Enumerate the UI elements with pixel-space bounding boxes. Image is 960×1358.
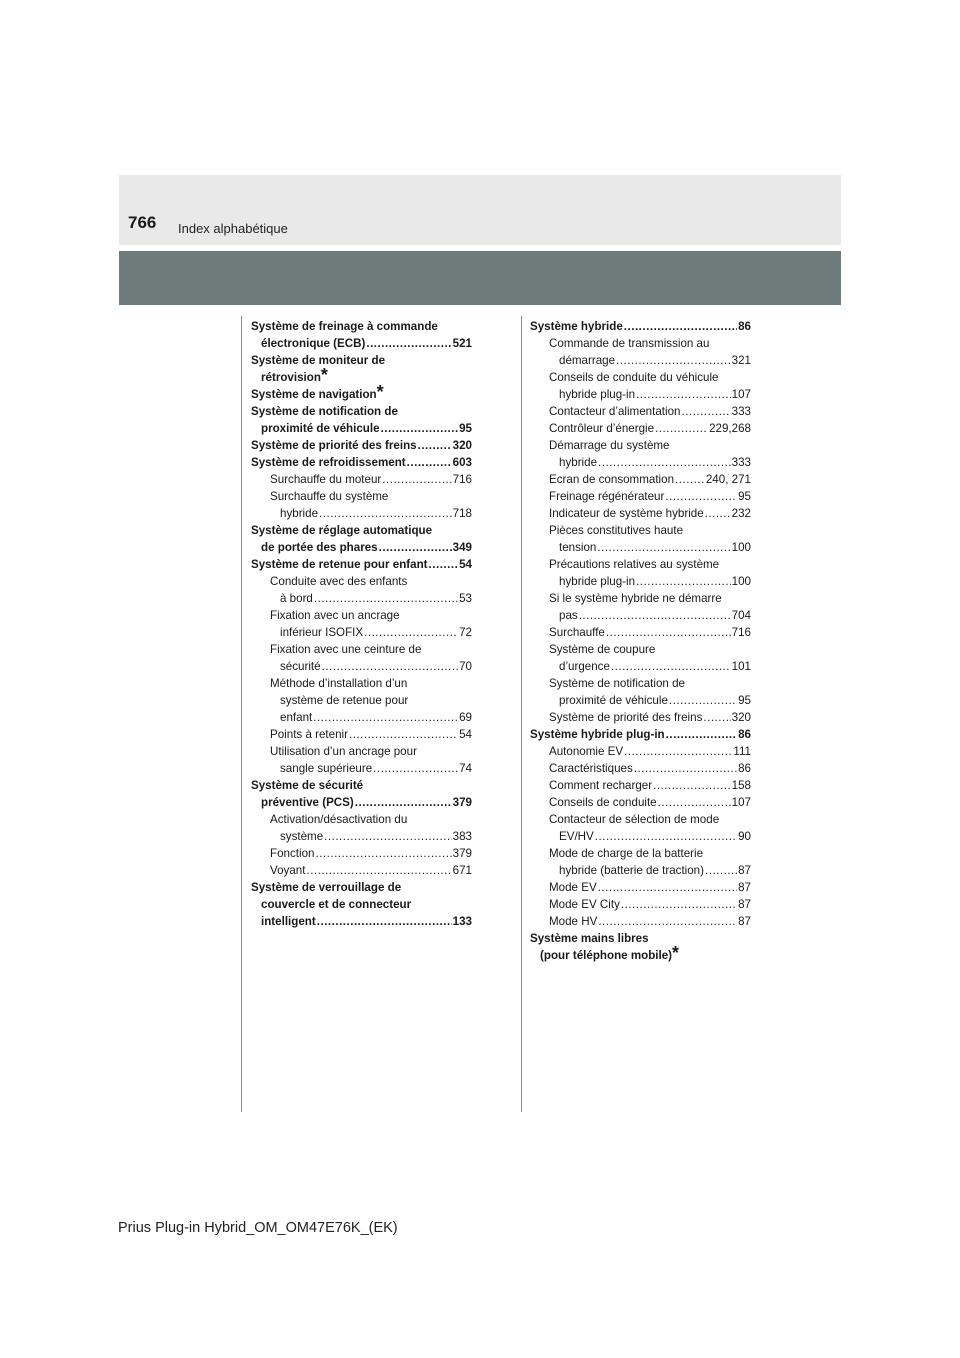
index-entry-label: Fonction xyxy=(270,847,315,860)
index-entry-page: 716 xyxy=(452,473,472,486)
index-entry-page: 379 xyxy=(452,796,472,809)
dot-leader xyxy=(324,828,451,845)
index-entry xyxy=(530,522,751,556)
index-entry xyxy=(251,573,472,607)
index-entry xyxy=(530,845,751,879)
index-entry xyxy=(530,641,751,675)
index-entry xyxy=(530,471,751,488)
index-entry-page: 95 xyxy=(738,490,751,503)
dot-leader xyxy=(322,658,458,675)
index-entry-label: Autonomie EV xyxy=(549,745,624,758)
index-entry-text: Si le système hybride ne démarre xyxy=(549,592,722,605)
dot-leader xyxy=(621,896,737,913)
index-entry-text: Fixation avec un ancrage xyxy=(270,609,400,622)
footer-doc-code: Prius Plug-in Hybrid_OM_OM47E76K_(EK) xyxy=(118,1220,398,1236)
dot-leader xyxy=(606,624,731,641)
index-entry-text: système de retenue pour xyxy=(280,694,409,707)
index-entry-text: Mode de charge de la batterie xyxy=(549,847,704,860)
index-entry-page: 100 xyxy=(731,541,751,554)
dot-leader xyxy=(636,573,731,590)
dot-leader xyxy=(624,318,737,335)
index-entry xyxy=(530,624,751,641)
index-entry-page: 101 xyxy=(731,660,751,673)
index-entry xyxy=(530,556,751,590)
index-entry-page: 521 xyxy=(452,337,472,350)
index-entry-label: rétrovision xyxy=(261,371,321,384)
index-entry-label: préventive (PCS) xyxy=(261,796,354,809)
index-entry-page: 320 xyxy=(452,439,472,452)
index-entry-text: Système mains libres xyxy=(530,932,649,945)
dot-leader xyxy=(703,709,730,726)
index-entry-page: 333 xyxy=(731,405,751,418)
dot-leader xyxy=(705,862,737,879)
dot-leader xyxy=(636,386,731,403)
index-entry xyxy=(530,913,751,930)
index-entry-label: Freinage régénérateur xyxy=(549,490,665,503)
index-entry-page: 87 xyxy=(738,881,751,894)
index-entry-label: à bord xyxy=(280,592,313,605)
index-entry xyxy=(251,318,472,352)
dot-leader xyxy=(382,471,451,488)
index-entry xyxy=(530,896,751,913)
index-entry: Système mains libres (pour téléphone mobile) * xyxy=(530,930,751,964)
index-entry-label: Points à retenir xyxy=(270,728,348,741)
index-entry xyxy=(530,369,751,403)
index-entry-label: Système de refroidissement xyxy=(251,456,406,469)
index-entry-label: sécurité xyxy=(280,660,321,673)
index-entry-page: 716 xyxy=(731,626,751,639)
index-entry-page: 87 xyxy=(738,864,751,877)
index-entry xyxy=(251,454,472,471)
header-gray-bar xyxy=(119,251,841,305)
dot-leader xyxy=(313,709,458,726)
dot-leader xyxy=(315,845,451,862)
index-entry-page: 320 xyxy=(731,711,751,724)
index-entry xyxy=(530,335,751,369)
index-entry xyxy=(530,760,751,777)
dot-leader xyxy=(597,539,730,556)
index-entry-page: 53 xyxy=(459,592,472,605)
dot-leader xyxy=(655,420,708,437)
index-entry-label: intelligent xyxy=(261,915,316,928)
index-entry-page: 718 xyxy=(452,507,472,520)
index-entry-label: Surchauffe du moteur xyxy=(270,473,382,486)
index-entry-page: 87 xyxy=(738,915,751,928)
index-entry-text: Système de verrouillage de xyxy=(251,881,402,894)
index-entry-page: 54 xyxy=(459,728,472,741)
index-entry-page: 107 xyxy=(731,796,751,809)
index-entry xyxy=(251,845,472,862)
index-entry xyxy=(530,743,751,760)
dot-leader xyxy=(634,760,737,777)
index-entry-text: Système de notification de xyxy=(251,405,398,418)
index-entry-page: 86 xyxy=(738,320,751,333)
index-entry xyxy=(251,437,472,454)
index-entry xyxy=(530,811,751,845)
dot-leader xyxy=(319,505,452,522)
index-entry xyxy=(530,675,751,709)
index-entry-label: proximité de véhicule xyxy=(261,422,380,435)
index-entry-page: 704 xyxy=(731,609,751,622)
index-entry-label: démarrage xyxy=(559,354,616,367)
dot-leader xyxy=(681,403,730,420)
index-entry-text: Surchauffe du système xyxy=(270,490,389,503)
dot-leader xyxy=(349,726,458,743)
index-entry xyxy=(530,318,751,335)
index-entry xyxy=(530,726,751,743)
index-entry-page: 107 xyxy=(731,388,751,401)
index-entry-page: 69 xyxy=(459,711,472,724)
index-entry-page: 74 xyxy=(459,762,472,775)
index-entry-page: 111 xyxy=(733,745,751,758)
index-entry xyxy=(251,471,472,488)
dot-leader xyxy=(418,437,452,454)
index-entry-text: couvercle et de connecteur xyxy=(261,898,412,911)
index-entry-page: 100 xyxy=(731,575,751,588)
index-entry xyxy=(530,505,751,522)
index-entry-page: 95 xyxy=(738,694,751,707)
index-entry-label: Comment recharger xyxy=(549,779,653,792)
index-entry-text: Utilisation d’un ancrage pour xyxy=(270,745,417,758)
index-entry-label: Contacteur d’alimentation xyxy=(549,405,681,418)
dot-leader xyxy=(373,760,458,777)
left-column-rule xyxy=(241,316,242,1112)
index-entry-page: 379 xyxy=(452,847,472,860)
dot-leader xyxy=(598,879,737,896)
index-entry xyxy=(251,522,472,556)
index-entry-label: Contrôleur d’énergie xyxy=(549,422,655,435)
index-entry-page: 87 xyxy=(738,898,751,911)
index-entry-label: hybride xyxy=(280,507,319,520)
index-entry-page: 95 xyxy=(459,422,472,435)
index-entry-page: 90 xyxy=(738,830,751,843)
index-entry-label: hybride plug-in xyxy=(559,575,636,588)
section-title: Index alphabétique xyxy=(178,221,288,236)
index-entry-label: Mode EV xyxy=(549,881,597,894)
index-entry xyxy=(251,879,472,930)
index-entry-label: Système de priorité des freins xyxy=(549,711,703,724)
dot-leader xyxy=(579,607,731,624)
index-entry-label: hybride (batterie de traction) xyxy=(559,864,704,877)
index-entry-label: tension xyxy=(559,541,597,554)
index-entry-label: Mode EV City xyxy=(549,898,620,911)
index-entry xyxy=(251,403,472,437)
index-entry xyxy=(251,488,472,522)
dot-leader xyxy=(705,505,731,522)
index-entry-page: 321 xyxy=(731,354,751,367)
index-entry-page: 349 xyxy=(452,541,472,554)
index-entry-text: Système de réglage automatique xyxy=(251,524,433,537)
dot-leader xyxy=(364,624,458,641)
index-entry-label: sangle supérieure xyxy=(280,762,373,775)
index-entry-text: Pièces constitutives haute xyxy=(549,524,684,537)
dot-leader xyxy=(653,777,731,794)
dot-leader xyxy=(658,794,731,811)
index-entry-label: hybride xyxy=(559,456,598,469)
index-entry-text: Système de sécurité xyxy=(251,779,364,792)
index-entry xyxy=(251,777,472,811)
middle-column-rule xyxy=(521,316,522,1112)
index-entry-label: hybride plug-in xyxy=(559,388,636,401)
dot-leader xyxy=(666,726,737,743)
index-entry-label: Voyant xyxy=(270,864,306,877)
index-entry-page: 671 xyxy=(452,864,472,877)
index-entry-page: 72 xyxy=(459,626,472,639)
dot-leader xyxy=(314,590,458,607)
page-number: 766 xyxy=(128,213,157,232)
index-entry-page: 229,268 xyxy=(709,422,751,435)
index-entry xyxy=(530,403,751,420)
dot-leader xyxy=(379,539,452,556)
dot-leader xyxy=(611,658,731,675)
index-entry-label: de portée des phares xyxy=(261,541,378,554)
index-entry-page: 333 xyxy=(731,456,751,469)
dot-leader xyxy=(595,828,737,845)
index-entry-label: Mode HV xyxy=(549,915,598,928)
index-entry-text: Commande de transmission au xyxy=(549,337,710,350)
dot-leader xyxy=(665,488,737,505)
index-entry-text: Précautions relatives au système xyxy=(549,558,720,571)
index-entry xyxy=(251,862,472,879)
index-entry-label: (pour téléphone mobile) xyxy=(540,949,673,962)
index-entry xyxy=(251,641,472,675)
index-entry-label: EV/HV xyxy=(559,830,594,843)
index-entry xyxy=(530,777,751,794)
index-entry-label: Surchauffe xyxy=(549,626,605,639)
index-entry-page: 86 xyxy=(738,762,751,775)
index-entry-label: Conseils de conduite xyxy=(549,796,657,809)
index-entry xyxy=(530,488,751,505)
index-entry-label: enfant xyxy=(280,711,313,724)
index-entry-text: Contacteur de sélection de mode xyxy=(549,813,720,826)
index-entry-text: Conseils de conduite du véhicule xyxy=(549,371,719,384)
index-entry-text: Système de moniteur de xyxy=(251,354,386,367)
index-entry-label: inférieur ISOFIX xyxy=(280,626,364,639)
dot-leader xyxy=(366,335,451,352)
index-entry xyxy=(530,420,751,437)
dot-leader xyxy=(355,794,452,811)
dot-leader xyxy=(598,913,737,930)
index-entry-label: Système hybride plug-in xyxy=(530,728,665,741)
index-entry: Système de navigation * xyxy=(251,382,384,402)
dot-leader xyxy=(407,454,452,471)
index-entry-page: 158 xyxy=(731,779,751,792)
index-entry-page: 603 xyxy=(452,456,472,469)
index-entry-text: Fixation avec une ceinture de xyxy=(270,643,422,656)
index-entry-label: d’urgence xyxy=(559,660,610,673)
dot-leader xyxy=(669,692,737,709)
index-entry-label: pas xyxy=(559,609,578,622)
dot-leader xyxy=(598,454,731,471)
index-entry-label: électronique (ECB) xyxy=(261,337,366,350)
index-entry-text: Conduite avec des enfants xyxy=(270,575,408,588)
index-entry xyxy=(530,709,751,726)
index-entry xyxy=(251,743,472,777)
index-entry-label: Ecran de consommation xyxy=(549,473,675,486)
index-entry xyxy=(251,675,472,726)
index-entry-label: Système de priorité des freins xyxy=(251,439,417,452)
index-entry-label: Système hybride xyxy=(530,320,623,333)
dot-leader xyxy=(317,913,452,930)
index-entry xyxy=(251,726,472,743)
index-entry xyxy=(530,794,751,811)
index-entry-page: 383 xyxy=(452,830,472,843)
index-entry-label: Caractéristiques xyxy=(549,762,633,775)
index-entry-label: Indicateur de système hybride xyxy=(549,507,704,520)
index-entry-page: 86 xyxy=(738,728,751,741)
index-entry-label: système xyxy=(280,830,324,843)
index-entry-page: 54 xyxy=(459,558,472,571)
index-entry-page: 240, 271 xyxy=(705,473,751,486)
index-entry-label: Système de retenue pour enfant xyxy=(251,558,428,571)
index-entry-label: proximité de véhicule xyxy=(559,694,668,707)
index-entry-page: 232 xyxy=(731,507,751,520)
dot-leader xyxy=(306,862,451,879)
dot-leader xyxy=(429,556,459,573)
index-entry xyxy=(530,879,751,896)
index-entry-text: Système de freinage à commande xyxy=(251,320,438,333)
index-entry-page: 133 xyxy=(452,915,472,928)
dot-leader xyxy=(675,471,705,488)
index-column-left xyxy=(251,318,472,930)
index-entry xyxy=(251,607,472,641)
index-entry-text: Méthode d’installation d’un xyxy=(270,677,408,690)
dot-leader xyxy=(624,743,732,760)
index-entry xyxy=(251,811,472,845)
index-entry-text: Système de coupure xyxy=(549,643,656,656)
index-column-right xyxy=(530,318,751,964)
dot-leader xyxy=(616,352,731,369)
index-entry-page: 70 xyxy=(459,660,472,673)
index-entry xyxy=(530,590,751,624)
index-entry-text: Système de notification de xyxy=(549,677,685,690)
index-entry xyxy=(530,437,751,471)
dot-leader xyxy=(381,420,459,437)
index-entry xyxy=(251,556,472,573)
index-entry-text: Activation/désactivation du xyxy=(270,813,408,826)
index-entry-text: Démarrage du système xyxy=(549,439,670,452)
index-entry-label: Système de navigation xyxy=(251,388,377,401)
index-entry: Système de moniteur de rétrovision * xyxy=(251,352,472,386)
